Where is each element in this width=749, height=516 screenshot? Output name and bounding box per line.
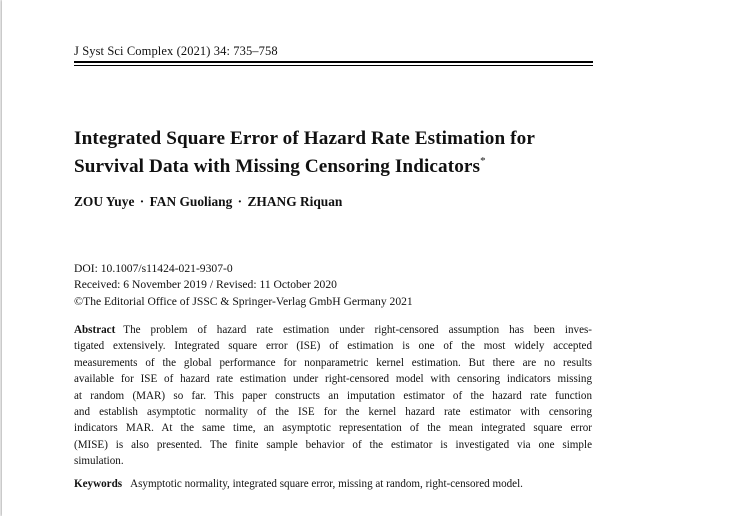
copyright-text: The Editorial Office of JSSC & Springer-Verlag GmbH Germany 2021 [83,295,413,308]
title-line-2-text: Survival Data with Missing Censoring Indicators [74,156,481,177]
abstract-line: measurements of the global performance for nonparametric kernel estimation. But there are no results [74,356,592,369]
copyright-symbol: © [74,294,84,308]
author-name: ZOU Yuye [74,194,135,209]
author-list [74,194,342,210]
abstract-line: and establish asymptotic normality of the ISE for the kernel hazard rate estimator with censoring [74,405,592,418]
author-name: ZHANG Riquan [247,194,343,209]
abstract-line [74,322,592,338]
header-rule-thick [74,61,593,63]
received-line: Received: 6 November 2019 / Revised: 11 October 2020 [74,278,337,291]
paper-title [74,125,634,181]
abstract-line: available for ISE of hazard rate estimation under right-censored model with censoring indicators missing [74,373,592,386]
abstract-line: indicators MAR. At the same time, an asymptotic representation of the mean integrated square error [74,422,592,435]
title-line-1: Integrated Square Error of Hazard Rate Estimation for [74,128,535,149]
abstract-label: Abstract [74,324,116,336]
title-footnote-mark: * [480,155,486,167]
title-line-2 [74,153,634,181]
abstract-line: (MISE) is also presented. The finite sample behavior of the estimator is investigated via one simple [74,438,592,451]
running-head: J Syst Sci Complex (2021) 34: 735–758 [74,44,278,58]
abstract-line-text: The problem of hazard rate estimation under right-censored assumption has been inves- [123,324,592,336]
abstract-line: simulation. [74,455,124,468]
abstract [74,322,592,470]
abstract-line: at random (MAR) so far. This paper constructs an imputation estimator of the hazard rate function [74,389,592,402]
author-separator: · [139,194,145,209]
copyright-line [74,293,413,310]
keywords-label: Keywords [74,478,123,490]
author-separator: · [237,194,243,209]
author-name: FAN Guoliang [149,194,233,209]
article-metadata [74,261,413,310]
paper-page [2,0,749,516]
keywords-text: Asymptotic normality, integrated square error, missing at random, right-censored model. [130,478,523,490]
keywords [74,476,592,492]
header-rule-thin [74,65,593,66]
doi-line: DOI: 10.1007/s11424-021-9307-0 [74,262,233,275]
abstract-line: tigated extensively. Integrated square error (ISE) of estimation is one of the most widely accepted [74,340,592,353]
